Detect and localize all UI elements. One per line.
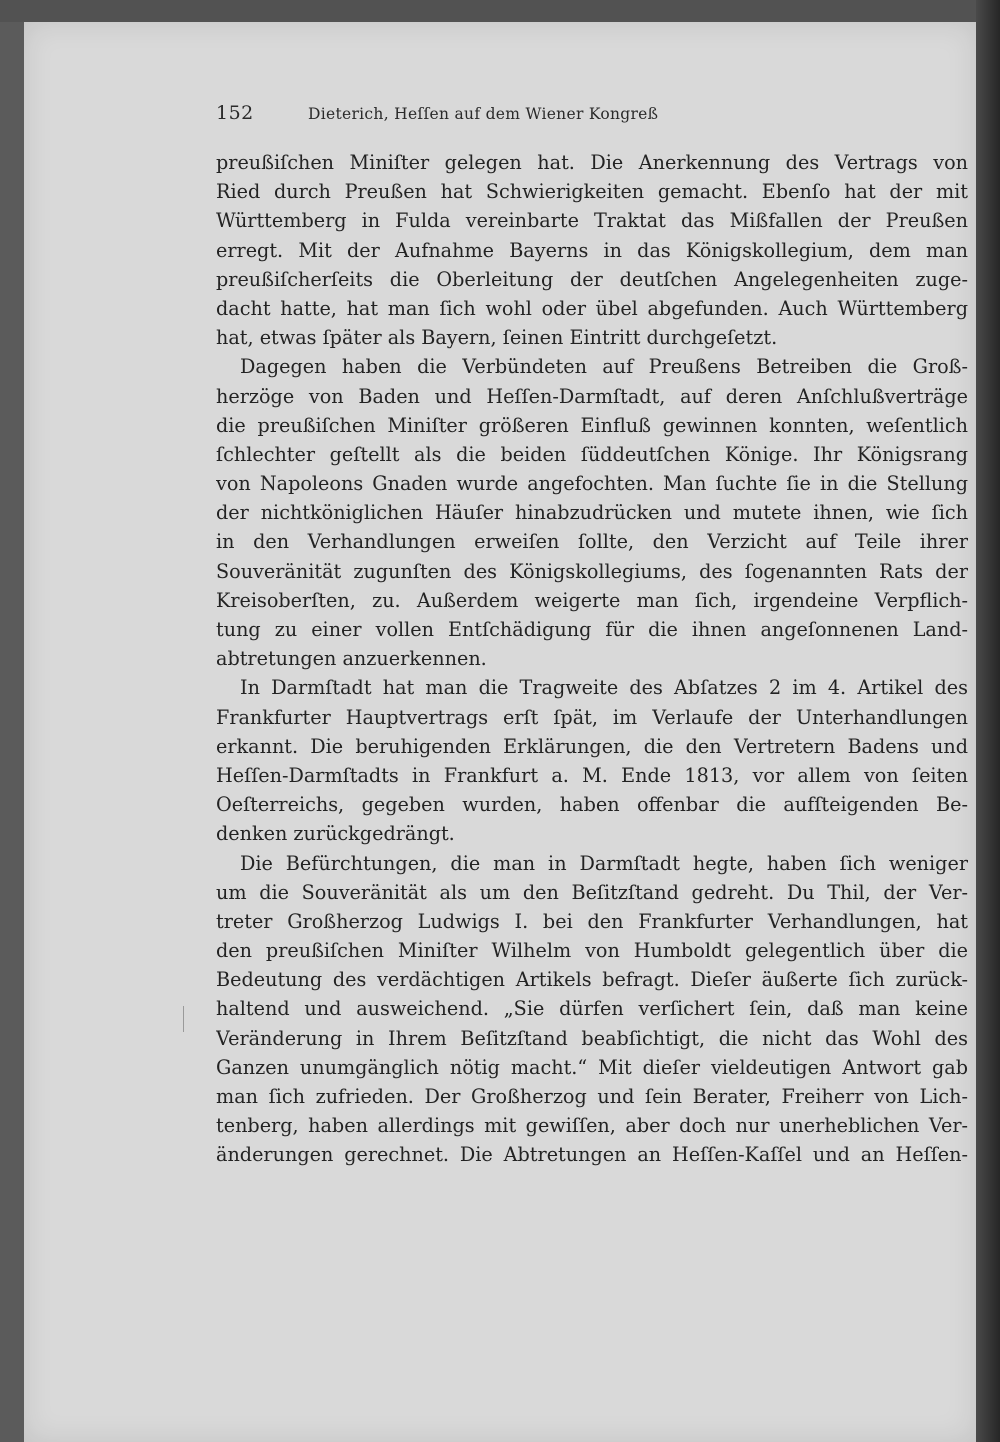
text-line: preußiſcherſeits die Oberleitung der deutſchen Angelegenheiten zuge- [216,267,968,291]
text-line: Kreisoberſten, zu. Außerdem weigerte man ſich, irgendeine Verpflich- [216,588,968,612]
text-line: die preußiſchen Miniſter größeren Einfluß gewinnen konnten, weſentlich [216,413,968,437]
text-line: in den Verhandlungen erweiſen ſollte, den Verzicht auf Teile ihrer [216,530,968,554]
text-line: tung zu einer vollen Entſchädigung für die ihnen angeſonnenen Land- [216,618,968,641]
text-line: ſchlechter geſtellt als die beiden ſüddeutſchen Könige. Ihr Königsrang [216,442,968,466]
text-line: Ganzen unumgänglich nötig macht.“ Mit dieſer vieldeutigen Antwort gab [216,1055,968,1079]
text-line: Württemberg in Fulda vereinbarte Traktat das Mißfallen der Preußen [216,209,968,233]
text-line: Bedeutung des verdächtigen Artikels befragt. Dieſer äußerte ſich zurück- [216,968,968,992]
text-line: herzöge von Baden und Heſſen-Darmſtadt, auf deren Anſchlußverträge [216,384,968,408]
running-head: Dieterich, Heſſen auf dem Wiener Kongreß [308,105,659,123]
scan-top-edge [0,0,1000,22]
text-line: Veränderung in Ihrem Beſitzſtand beabſichtigt, die nicht das Wohl des [216,1026,968,1050]
text-line: hat, etwas ſpäter als Bayern, ſeinen Eintritt durchgeſetzt. [216,326,778,350]
text-line: treter Großherzog Ludwigs I. bei den Frankfurter Verhandlungen, hat [216,909,968,933]
page-number: 152 [216,102,254,124]
margin-mark [183,1006,184,1032]
text-line: erkannt. Die beruhigenden Erklärungen, die den Vertretern Badens und [216,734,968,758]
text-line: Ried durch Preußen hat Schwierigkeiten gemacht. Ebenſo hat der mit [216,180,968,204]
text-line: In Darmſtadt hat man die Tragweite des Abſatzes 2 im 4. Artikel des [240,676,968,700]
text-line: um die Souveränität als um den Beſitzſtand gedreht. Du Thil, der Ver- [216,880,968,904]
text-line: denken zurückgedrängt. [216,822,455,846]
page-header [216,102,968,132]
text-line: erregt. Mit der Aufnahme Bayerns in das Königskollegium, dem man [216,238,968,262]
text-line: Frankfurter Hauptvertrags erſt ſpät, im Verlaufe der Unterhandlungen [216,705,968,729]
text-line: Die Befürchtungen, die man in Darmſtadt hegte, haben ſich weniger [240,851,968,875]
body-text [216,148,968,1170]
text-line: Dagegen haben die Verbündeten auf Preußens Betreiben die Groß- [240,355,968,379]
text-line: Oeſterreichs, gegeben wurden, haben offenbar die aufſteigenden Be- [216,793,968,817]
text-line: Souveränität zugunſten des Königskollegiums, des ſogenannten Rats der [216,559,968,583]
text-line: von Napoleons Gnaden wurde angefochten. Man ſuchte ſie in die Stellung [216,472,968,496]
text-line: abtretungen anzuerkennen. [216,647,487,671]
text-line: den preußiſchen Miniſter Wilhelm von Humboldt gelegentlich über die [216,939,968,963]
scan-right-edge [976,0,1000,1442]
text-line: der nichtköniglichen Häuſer hinabzudrücken und mutete ihnen, wie ſich [216,501,968,525]
text-line: man ſich zufrieden. Der Großherzog und ſein Berater, Freiherr von Lich- [216,1085,968,1108]
text-line: Heſſen-Darmſtadts in Frankfurt a. M. Ende 1813, vor allem von ſeiten [216,763,968,787]
text-line: preußiſchen Miniſter gelegen hat. Die Anerkennung des Vertrags von [216,151,968,174]
text-line: haltend und ausweichend. „Sie dürfen verſichert ſein, daß man keine [216,997,968,1021]
text-line: tenberg, haben allerdings mit gewiſſen, aber doch nur unerheblichen Ver- [216,1114,968,1138]
text-line: dacht hatte, hat man ſich wohl oder übel abgefunden. Auch Württemberg [216,296,968,320]
text-line: änderungen gerechnet. Die Abtretungen an Heſſen-Kaſſel und an Heſſen- [216,1143,968,1167]
